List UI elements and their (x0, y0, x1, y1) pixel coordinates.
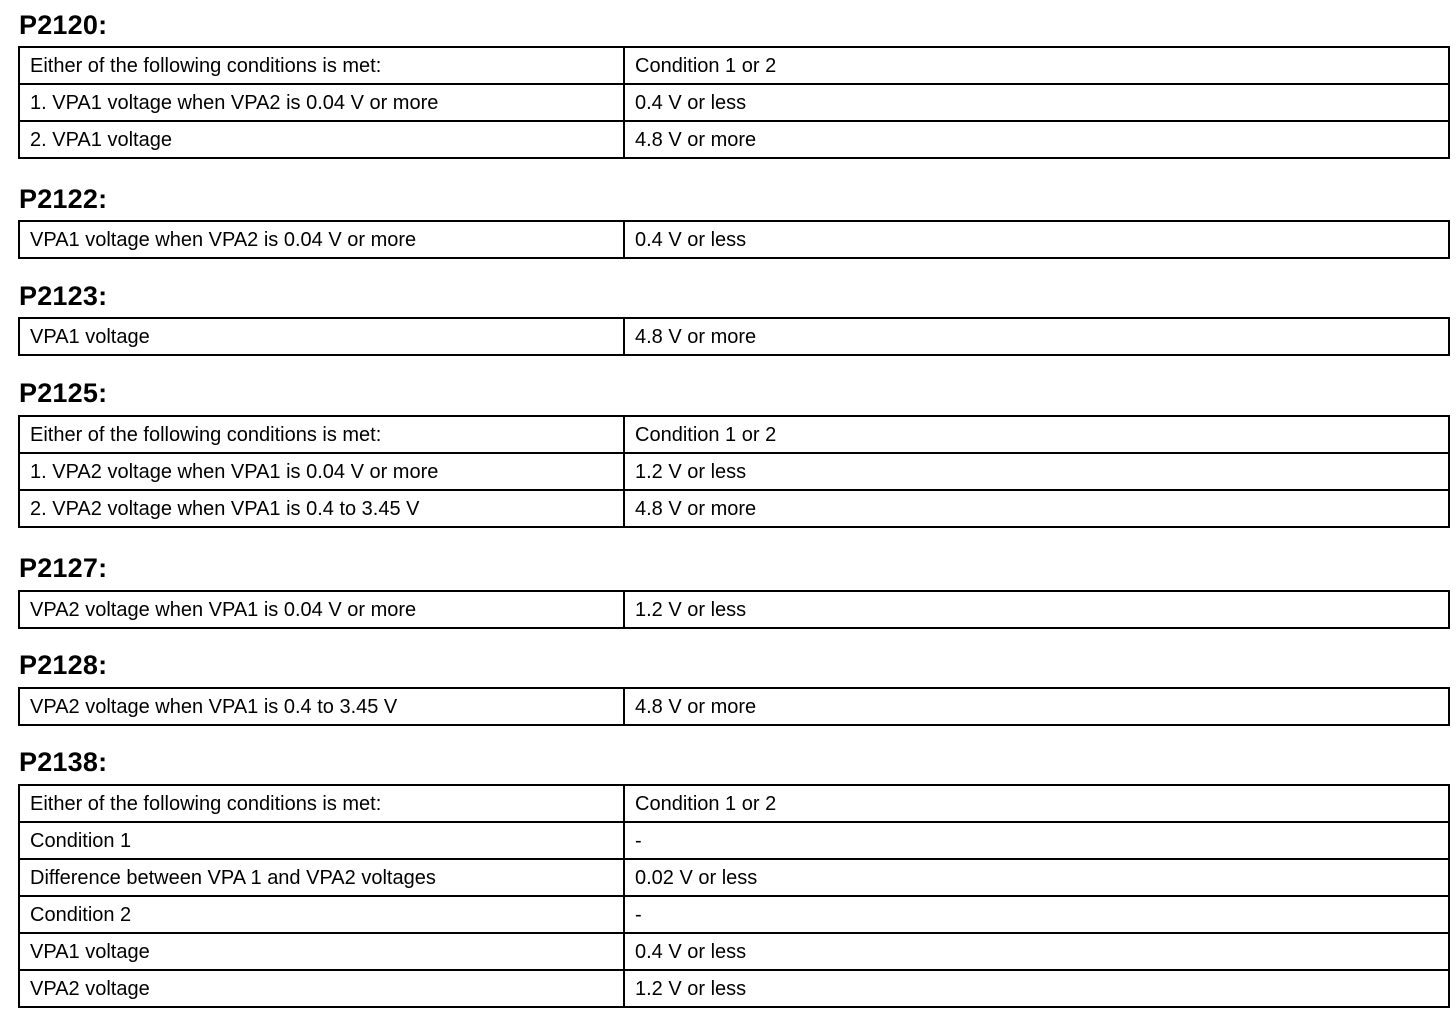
table-row (19, 121, 1449, 158)
condition-cell: VPA2 voltage when VPA1 is 0.4 to 3.45 V (19, 688, 624, 725)
value-cell: 4.8 V or more (624, 318, 1449, 355)
condition-cell: VPA1 voltage (19, 933, 624, 970)
dtc-code-heading: P2120: (19, 10, 108, 40)
section-p2128 (18, 650, 1448, 718)
table-row (19, 933, 1449, 970)
condition-cell: 2. VPA1 voltage (19, 121, 624, 158)
condition-cell: 1. VPA1 voltage when VPA2 is 0.04 V or more (19, 84, 624, 121)
condition-cell: VPA1 voltage (19, 318, 624, 355)
condition-table (18, 46, 1450, 159)
dtc-code-heading: P2138: (19, 747, 108, 777)
condition-cell: VPA1 voltage when VPA2 is 0.04 V or more (19, 221, 624, 258)
table-row (19, 453, 1449, 490)
value-cell: 1.2 V or less (624, 453, 1449, 490)
table-row (19, 591, 1449, 628)
value-cell: - (624, 896, 1449, 933)
value-cell: Condition 1 or 2 (624, 785, 1449, 822)
condition-cell: Condition 1 (19, 822, 624, 859)
table-row (19, 318, 1449, 355)
table-row (19, 896, 1449, 933)
value-cell: 4.8 V or more (624, 490, 1449, 527)
condition-cell: 1. VPA2 voltage when VPA1 is 0.04 V or more (19, 453, 624, 490)
value-cell: 0.02 V or less (624, 859, 1449, 896)
dtc-code-heading: P2123: (19, 281, 108, 311)
dtc-code-heading: P2128: (19, 650, 108, 680)
condition-table (18, 317, 1450, 356)
value-cell: 1.2 V or less (624, 970, 1449, 1007)
value-cell: Condition 1 or 2 (624, 416, 1449, 453)
condition-table (18, 415, 1450, 528)
dtc-code-heading: P2122: (19, 184, 108, 214)
condition-table (18, 687, 1450, 726)
value-cell: 0.4 V or less (624, 933, 1449, 970)
table-row (19, 970, 1449, 1007)
table-row (19, 84, 1449, 121)
section-p2127 (18, 553, 1448, 621)
value-cell: 0.4 V or less (624, 84, 1449, 121)
condition-cell: VPA2 voltage when VPA1 is 0.04 V or more (19, 591, 624, 628)
condition-cell: Either of the following conditions is met: (19, 785, 624, 822)
dtc-code-heading: P2125: (19, 378, 108, 408)
condition-table (18, 590, 1450, 629)
section-p2138 (18, 747, 1448, 1000)
section-p2122 (18, 184, 1448, 251)
table-row (19, 822, 1449, 859)
table-row (19, 490, 1449, 527)
value-cell: 4.8 V or more (624, 688, 1449, 725)
condition-cell: 2. VPA2 voltage when VPA1 is 0.4 to 3.45 V (19, 490, 624, 527)
value-cell: 4.8 V or more (624, 121, 1449, 158)
value-cell: Condition 1 or 2 (624, 47, 1449, 84)
value-cell: - (624, 822, 1449, 859)
section-p2125 (18, 378, 1448, 520)
condition-cell: Difference between VPA 1 and VPA2 voltages (19, 859, 624, 896)
table-row (19, 221, 1449, 258)
condition-cell: Either of the following conditions is met: (19, 47, 624, 84)
condition-table (18, 220, 1450, 259)
section-p2123 (18, 281, 1448, 348)
section-p2120 (18, 10, 1448, 151)
value-cell: 1.2 V or less (624, 591, 1449, 628)
condition-cell: Either of the following conditions is met: (19, 416, 624, 453)
value-cell: 0.4 V or less (624, 221, 1449, 258)
condition-cell: Condition 2 (19, 896, 624, 933)
table-row (19, 785, 1449, 822)
table-row (19, 416, 1449, 453)
table-row (19, 688, 1449, 725)
table-row (19, 47, 1449, 84)
dtc-code-heading: P2127: (19, 553, 108, 583)
condition-cell: VPA2 voltage (19, 970, 624, 1007)
condition-table (18, 784, 1450, 1008)
table-row (19, 859, 1449, 896)
